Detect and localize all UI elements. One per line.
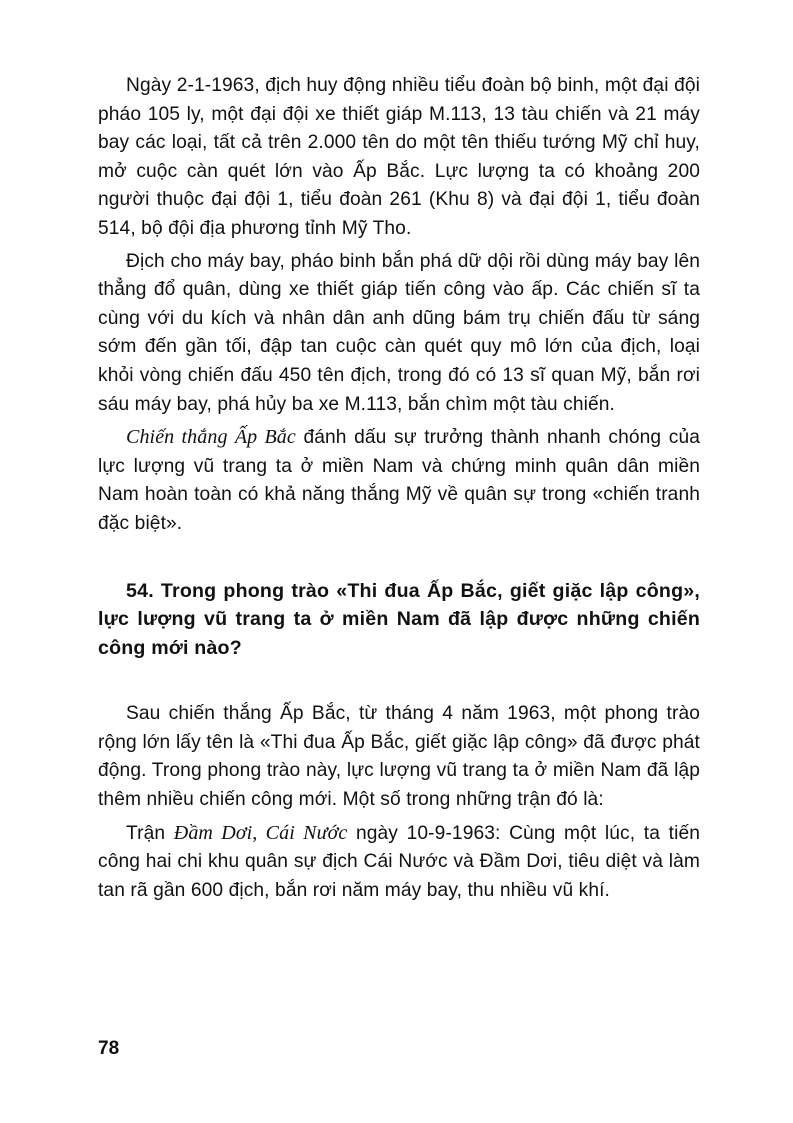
paragraph-body: ngày 10-9-1963: Cùng một lúc, ta tiến công hai chi khu quân sự địch Cái Nước và Đầm Dơi, tiêu diệt và làm tan rã gần 600 địch, bắn rơi năm máy bay, thu nhiều vũ khí. bbox=[98, 822, 700, 901]
paragraph-ap-bac-battle: Địch cho máy bay, pháo binh bắn phá dữ dội rồi dùng máy bay lên thẳng đổ quân, dùng xe thiết giáp tiến công vào ấp. Các chiến sĩ ta cùng với du kích và nhân dân anh dũng bám trụ chiến đấu từ sáng sớm đến gần tối, đập tan cuộc càn quét quy mô lớn của địch, loại khỏi vòng chiến đấu 450 tên địch, trong đó có 13 sĩ quan Mỹ, bắn rơi sáu máy bay, phá hủy ba xe M.113, bắn chìm một tàu chiến. bbox=[98, 250, 700, 415]
page-number: 78 bbox=[98, 1038, 120, 1059]
battle-name: Đầm Dơi, Cái Nước bbox=[173, 821, 348, 844]
battle-prefix: Trận bbox=[126, 822, 174, 844]
paragraph-ap-bac-significance bbox=[98, 423, 700, 538]
italic-lead: Chiến thắng Ấp Bắc bbox=[126, 426, 296, 449]
paragraph-movement: Sau chiến thắng Ấp Bắc, từ tháng 4 năm 1963, một phong trào rộng lớn lấy tên là «Thi đua Ấp Bắc, giết giặc lập công» đã được phát động. Trong phong trào này, lực lượng vũ trang ta ở miền Nam đã lập thêm nhiều chiến công mới. Một số trong những trận đó là: bbox=[98, 703, 700, 811]
paragraph-dam-doi-battle bbox=[98, 819, 700, 906]
paragraph-ap-bac-attack: Ngày 2-1-1963, địch huy động nhiều tiểu đoàn bộ binh, một đại đội pháo 105 ly, một đại đội xe thiết giáp M.113, 13 tàu chiến và 21 máy bay các loại, tất cả trên 2.000 tên do một tên thiếu tướng Mỹ chỉ huy, mở cuộc càn quét lớn vào Ấp Bắc. Lực lượng ta có khoảng 200 người thuộc đại đội 1, tiểu đoàn 261 (Khu 8) và đại đội 1, tiểu đoàn 514, bộ đội địa phương tỉnh Mỹ Tho. bbox=[98, 75, 700, 239]
question-heading: 54. Trong phong trào «Thi đua Ấp Bắc, giết giặc lập công», lực lượng vũ trang ta ở miền Nam đã lập được những chiến công mới nào? bbox=[98, 579, 700, 659]
book-page bbox=[98, 72, 700, 905]
paragraph-body: đánh dấu sự trưởng thành nhanh chóng của lực lượng vũ trang ta ở miền Nam và chứng minh quân dân miền Nam hoàn toàn có khả năng thắng Mỹ về quân sự trong «chiến tranh đặc biệt». bbox=[98, 427, 700, 534]
